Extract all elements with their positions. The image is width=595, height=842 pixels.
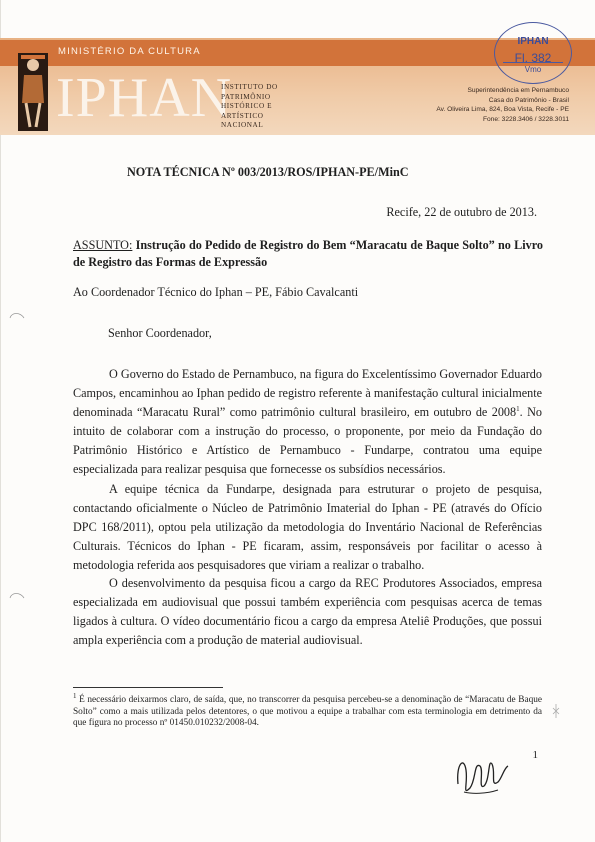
stamp-initials: Vmo [524, 65, 542, 74]
stamp-divider [503, 62, 563, 63]
institute-line: ARTÍSTICO [221, 111, 264, 120]
institute-line: INSTITUTO DO [221, 83, 278, 91]
institute-line: HISTÓRICO E [221, 102, 273, 110]
address-line: Superintendência em Pernambuco [467, 87, 569, 94]
iphan-logo-icon [18, 53, 48, 131]
iphan-brand: IPHAN [56, 67, 233, 129]
institute-line: PATRIMÔNIO [221, 92, 271, 101]
institute-line: NACIONAL [221, 121, 264, 129]
paragraph-2: A equipe técnica da Fundarpe, designada para estruturar o projeto de pesquisa, contactando oficialmente o Núcleo de Patrimônio Imaterial do Iphan - PE (através do Ofício DPC 168/2011), optou pela utilização da metodologia do Inventário Nacional de Referências Culturais. Técnicos do Iphan - PE ficaram, assim, responsáveis por facilitar o acesso à metodologia referida aos pesquisadores que viriam a realizar o trabalho. [73, 482, 542, 573]
stamp-org: IPHAN [517, 36, 549, 47]
subject-text: Instrução do Pedido de Registro do Bem “Maracatu de Baque Solto” no Livro de Registro das Formas de Expressão [73, 238, 543, 269]
stamp-folio: Fl. 382 [514, 51, 552, 65]
address-line: Casa do Patrimônio - Brasil [488, 96, 569, 104]
ministry-label: MINISTÉRIO DA CULTURA [58, 46, 201, 57]
document-title: NOTA TÉCNICA Nº 003/2013/ROS/IPHAN-PE/MinC [127, 165, 409, 179]
salutation: Senhor Coordenador, [108, 326, 212, 340]
subject-line [73, 237, 543, 270]
footnote [73, 691, 542, 730]
page-number: 1 [532, 749, 538, 761]
footnote-ref[interactable]: 1 [516, 405, 520, 414]
signature-icon [452, 744, 512, 804]
iphan-page-stamp [494, 22, 572, 84]
office-address [436, 86, 569, 124]
footnote-text: É necessário deixarmos claro, de saída, que, no transcorrer da pesquisa percebeu-se a denominação de “Maracatu de Baque Solto” como a mais utilizada pelos detentores, o que motivou a equipe a trabalhar com esta terminologia em detrimento da que figura no processo nº 01450.010232/2008-04. [73, 695, 542, 729]
paragraph-1-text: O Governo do Estado de Pernambuco, na figura do Excelentíssimo Governador Eduardo Campos, encaminhou ao Iphan pedido de registro referente à manifestação cultural inicialmente denominada “Maracatu Rural” como patrimônio cultural brasileiro, em outubro de 2008 [73, 367, 542, 420]
address-line: Av. Oliveira Lima, 824, Boa Vista, Recife - PE [436, 106, 569, 113]
paragraph-3: O desenvolvimento da pesquisa ficou a cargo da REC Produtores Associados, empresa especializada em audiovisual que possui também experiência com pesquisas acerca de temas ligados à cultura. O vídeo documentário ficou a cargo da empresa Ateliê Produções, que possui ampla experiência com a produção de material audiovisual. [73, 576, 542, 648]
document-date: Recife, 22 de outubro de 2013. [386, 205, 537, 219]
paragraph-1 [73, 365, 542, 480]
paragraph-1-tail: . No intuito de colaborar com a instrução do processo, o proponente, por meio da Fundação do Patrimônio Histórico e Artístico de Pernambuco - Fundarpe, contratou uma equipe especializada para realizar pesquisa que fornecesse os subsídios necessários. [73, 405, 542, 477]
addressee: Ao Coordenador Técnico do Iphan – PE, Fábio Cavalcanti [73, 285, 359, 299]
footnote-separator [73, 687, 223, 688]
institute-name [221, 83, 278, 131]
subject-label: ASSUNTO: [73, 238, 133, 252]
footnote-mark: 1 [73, 691, 77, 700]
address-line: Fone: 3228.3406 / 3228.3011 [482, 115, 569, 123]
